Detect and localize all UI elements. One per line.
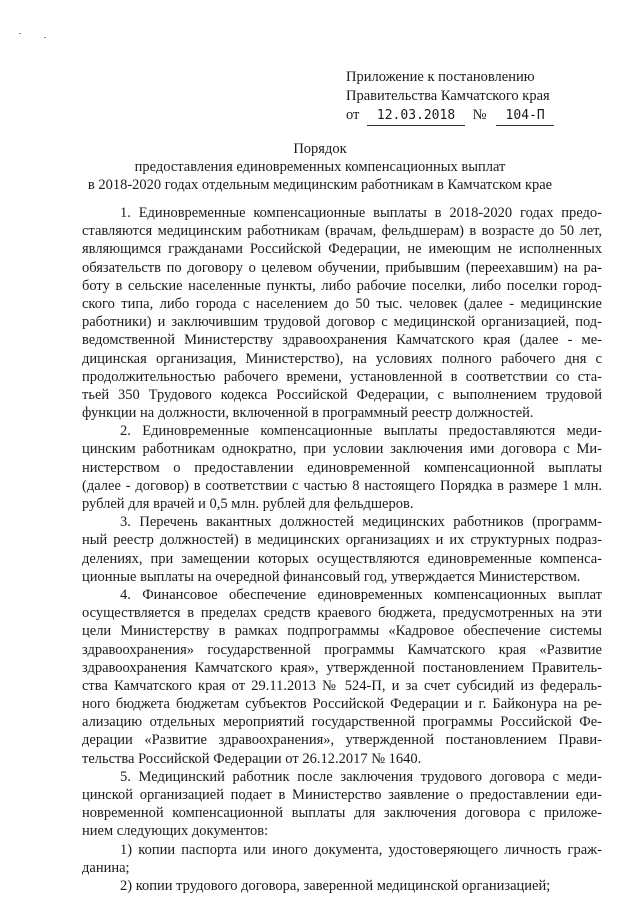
body-line: ского типа, либо города с населением до 50 тыс. человек (далее - медицинские [82, 295, 602, 312]
body-line: тьей 350 Трудового кодекса Российской Федерации, с выполнением трудовой [82, 386, 602, 403]
body-line: 1) копии паспорта или иного документа, удостоверяющего личность граж- [120, 841, 602, 858]
document-title [0, 140, 640, 194]
body-line: здравоохранения» государственной программы Камчатского края «Развитие [82, 641, 602, 658]
body-line: работники) и заключившим трудовой договор с медицинской организацией, под- [82, 314, 602, 331]
body-line: дицинская организация, Министерство), на условиях полного рабочего дня с [82, 350, 602, 367]
document-body [82, 204, 602, 895]
body-line: новременной компенсационной выплаты для заключения договора с приложе- [82, 805, 602, 822]
appendix-date: 12.03.2018 [367, 106, 465, 126]
body-line: боту в сельские населенные пункты, либо рабочие поселки, либо поселки город- [82, 277, 602, 294]
body-line: 4. Финансовое обеспечение единовременных компенсационных выплат [120, 586, 602, 603]
body-line: дерации «Развитие здравоохранения», утвержденной постановлением Прави- [82, 732, 602, 749]
body-line: осуществляется в пределах средств краевого бюджета, предусмотренных на эти [82, 605, 602, 622]
body-line: цели Министерству в рамках подпрограммы «Кадровое обеспечение системы [82, 623, 602, 640]
appendix-line-1: Приложение к постановлению [346, 69, 535, 85]
body-line: нистерством о предоставлении единовременной компенсационной выплаты [82, 459, 602, 476]
body-line: цинским работникам однократно, при условии заключения ими договора с Ми- [82, 441, 602, 458]
appendix-line-2: Правительства Камчатского края [346, 88, 550, 104]
appendix-header [346, 68, 554, 126]
scan-speck [19, 33, 21, 34]
body-line: ставляются медицинским работникам (врачам, фельдшерам) в возрасте до 50 лет, [82, 223, 602, 240]
body-line: ализацию отдельных мероприятий государственной программы Российской Фе- [82, 714, 602, 731]
title-line-1: предоставления единовременных компенсационных выплат [134, 159, 506, 175]
body-line: тельства Российской Федерации от 26.12.2017 № 1640. [82, 750, 422, 767]
body-line: функции на должности, включенной в программный реестр должностей. [82, 405, 534, 422]
body-line: ства Камчатского края от 29.11.2013 № 524-П, и за счет субсидий из федераль- [82, 677, 602, 694]
appendix-date-line [346, 106, 554, 126]
body-line: обязательств по договору о целевом обучении, прибывшим (переехавшим) на ра- [82, 259, 602, 276]
body-line: данина; [82, 859, 130, 876]
body-line: 3. Перечень вакантных должностей медицинских работников (программ- [120, 514, 602, 531]
body-line: 1. Единовременные компенсационные выплаты в 2018-2020 годах предо- [120, 205, 602, 221]
body-line: 5. Медицинский работник после заключения трудового договора с меди- [120, 768, 602, 785]
body-line: рублей для врачей и 0,5 млн. рублей для фельдшеров. [82, 496, 414, 512]
appendix-number: 104-П [496, 106, 554, 126]
body-line: 2. Единовременные компенсационные выплаты предоставляются меди- [120, 423, 602, 440]
body-line: делениях, при замещении которых осуществляются единовременные компенса- [82, 550, 602, 567]
body-line: 2) копии трудового договора, заверенной медицинской организацией; [120, 877, 551, 894]
body-line: ционные выплаты на очередной финансовый год, утверждается Министерством. [82, 568, 581, 585]
body-line: цинской организацией подает в Министерство заявление о предоставлении еди- [82, 787, 602, 803]
scan-speck [44, 37, 46, 38]
title-line-2: в 2018-2020 годах отдельным медицинским работникам в Камчатском крае [87, 177, 553, 193]
date-prefix: от [346, 107, 360, 123]
body-line: ведомственной Министерству здравоохранения Камчатского края (далее - ме- [82, 332, 602, 349]
body-line: ного бюджета бюджетам субъектов Российской Федерации и г. Байконура на ре- [82, 696, 602, 713]
body-line: являющимся гражданами Российской Федерации, не имеющим не исполненных [82, 241, 602, 258]
number-prefix: № [472, 107, 487, 123]
body-line: (далее - договор) в соответствии с частью 8 настоящего Порядка в размере 1 млн. [82, 477, 602, 494]
title-heading: Порядок [293, 141, 347, 157]
body-line: здравоохранения Камчатского края», утвержденной постановлением Правитель- [82, 659, 602, 676]
body-line: нием следующих документов: [82, 823, 269, 840]
body-line: ный реестр должностей) в медицинских организациях и их структурных подраз- [82, 532, 602, 549]
body-line: продолжительностью рабочего времени, установленной в соответствии со ста- [82, 368, 602, 385]
